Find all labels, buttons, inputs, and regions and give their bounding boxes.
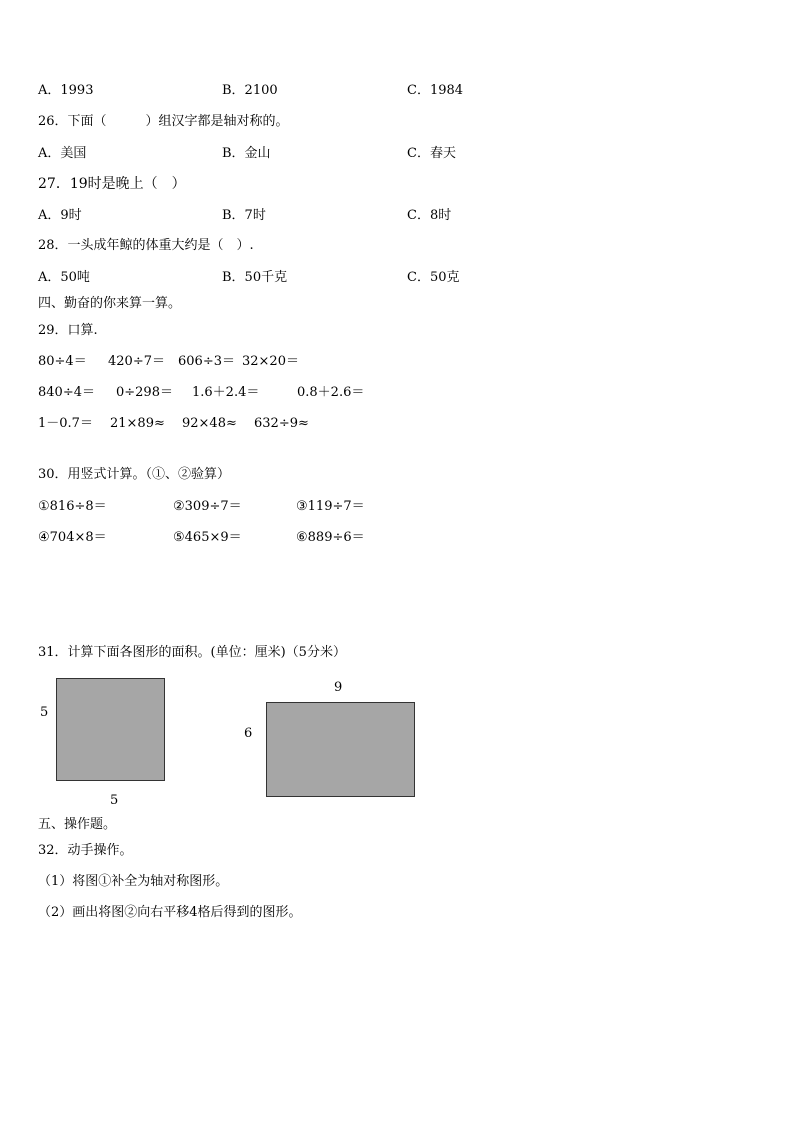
q29-item: 92×48≈	[182, 416, 237, 431]
q25-option-b: B．2100	[222, 83, 278, 98]
q29-item: 0÷298＝	[116, 385, 173, 400]
rect-side-label: 6	[244, 726, 253, 741]
q26-option-a: A．美国	[38, 146, 87, 161]
q28-option-c: C．50克	[407, 270, 460, 285]
q30-item: ③119÷7＝	[296, 499, 365, 514]
q31-stem: 31．计算下面各图形的面积。(单位：厘米)（5分米）	[38, 645, 346, 660]
q29-item: 1－0.7＝	[38, 416, 93, 431]
section-4-heading: 四、勤奋的你来算一算。	[38, 296, 182, 311]
q30-item: ①816÷8＝	[38, 499, 107, 514]
q25-option-a: A．1993	[38, 83, 94, 98]
q29-item: 840÷4＝	[38, 385, 95, 400]
q25-option-c: C．1984	[407, 83, 464, 98]
q29-item: 420÷7＝	[108, 354, 165, 369]
square-bottom-label: 5	[110, 793, 119, 808]
q29-item: 80÷4＝	[38, 354, 87, 369]
q30-item: ②309÷7＝	[173, 499, 242, 514]
q29-item: 32×20＝	[242, 354, 299, 369]
q29-item: 1.6＋2.4＝	[192, 385, 260, 400]
q27-option-c: C．8时	[407, 208, 452, 223]
q30-item: ⑥889÷6＝	[296, 530, 365, 545]
q32-part-1: （1）将图①补全为轴对称图形。	[38, 874, 229, 889]
q28-option-a: A．50吨	[38, 270, 90, 285]
square-side-label: 5	[40, 705, 49, 720]
q27-option-a: A．9时	[38, 208, 82, 223]
section-5-heading: 五、操作题。	[38, 817, 117, 832]
q26-option-b: B．金山	[222, 146, 271, 161]
q32-stem: 32．动手操作。	[38, 843, 133, 858]
q30-stem: 30．用竖式计算。（①、②验算）	[38, 467, 231, 482]
q28-stem: 28．一头成年鲸的体重大约是（ ）.	[38, 238, 254, 253]
q27-option-b: B．7时	[222, 208, 266, 223]
q32-part-2: （2）画出将图②向右平移4格后得到的图形。	[38, 905, 302, 920]
q28-option-b: B．50千克	[222, 270, 288, 285]
rect-top-label: 9	[334, 680, 343, 695]
rectangle-shape	[266, 702, 415, 797]
q29-item: 0.8＋2.6＝	[297, 385, 365, 400]
q29-stem: 29．口算.	[38, 323, 98, 338]
q30-item: ⑤465×9＝	[173, 530, 242, 545]
square-shape	[56, 678, 165, 781]
q29-item: 632÷9≈	[254, 416, 309, 431]
q26-option-c: C．春天	[407, 146, 456, 161]
q30-item: ④704×8＝	[38, 530, 107, 545]
q26-stem: 26．下面（ ）组汉字都是轴对称的。	[38, 114, 289, 129]
q29-item: 606÷3＝	[178, 354, 235, 369]
q29-item: 21×89≈	[110, 416, 165, 431]
q27-stem: 27．19时是晚上（ ）	[38, 176, 186, 192]
